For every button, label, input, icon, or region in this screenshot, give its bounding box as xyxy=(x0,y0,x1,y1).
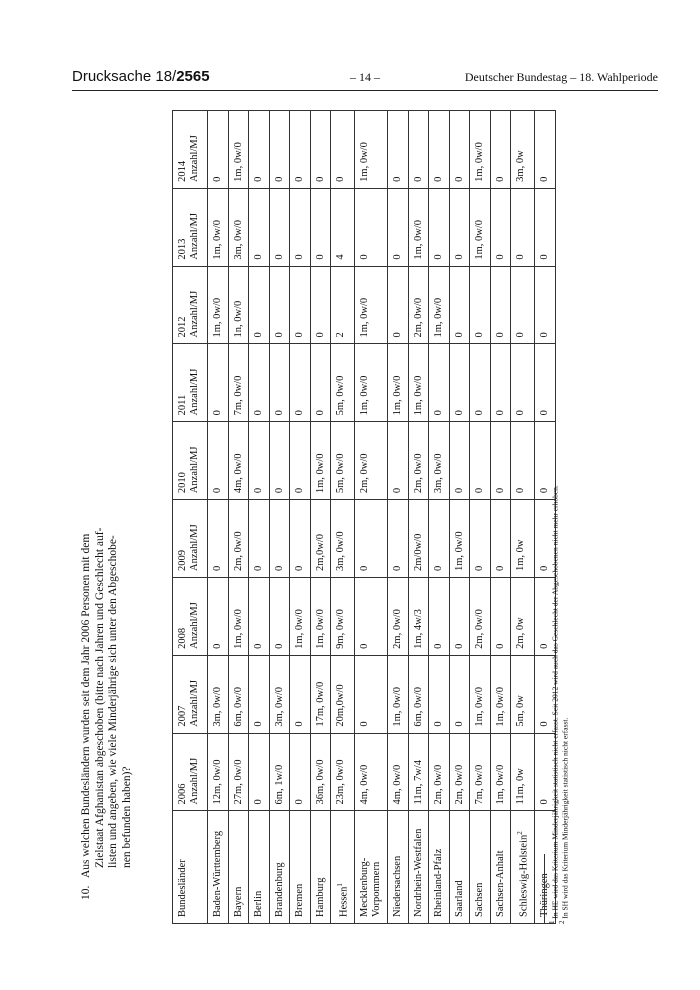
state-name-cell: Sachsen xyxy=(470,811,491,924)
value-cell: 2m, 0w xyxy=(511,577,535,655)
deportation-table xyxy=(172,110,556,924)
state-name-cell: Niedersachsen xyxy=(388,811,409,924)
value-cell: 5m, 0w xyxy=(511,655,535,733)
value-cell: 2m, 0w/0 xyxy=(429,733,450,811)
value-cell: 0 xyxy=(449,422,470,500)
value-cell: 0 xyxy=(249,655,270,733)
value-cell: 0 xyxy=(388,500,409,578)
value-cell: 6m, 1w/0 xyxy=(269,733,290,811)
value-cell: 0 xyxy=(290,422,311,500)
column-header: 2011 Anzahl/MJ xyxy=(173,344,208,422)
column-header: 2009 Anzahl/MJ xyxy=(173,500,208,578)
value-cell: 1m, 0w/0 xyxy=(310,577,331,655)
header-rule xyxy=(72,90,658,91)
value-cell: 0 xyxy=(535,655,556,733)
column-header: 2007 Anzahl/MJ xyxy=(173,655,208,733)
value-cell: 1m, 0w/0 xyxy=(490,655,511,733)
value-cell: 0 xyxy=(269,188,290,266)
value-cell: 0 xyxy=(470,344,491,422)
value-cell: 0 xyxy=(310,188,331,266)
value-cell: 0 xyxy=(429,577,450,655)
state-name-cell: Hessen$^1$ xyxy=(331,811,355,924)
value-cell: 0 xyxy=(470,266,491,344)
value-cell: 36m, 0w/0 xyxy=(310,733,331,811)
value-cell: 0 xyxy=(449,266,470,344)
table-row xyxy=(228,111,249,924)
value-cell: 0 xyxy=(388,422,409,500)
value-cell: 2m, 0w/0 xyxy=(470,577,491,655)
value-cell: 0 xyxy=(208,422,229,500)
value-cell: 0 xyxy=(355,500,388,578)
value-cell: 2m,0w/0 xyxy=(310,500,331,578)
state-name-cell: Schleswig-Holstein$^2$ xyxy=(511,811,535,924)
value-cell: 0 xyxy=(249,500,270,578)
value-cell: 0 xyxy=(290,111,311,189)
question-number: 10. xyxy=(80,885,92,900)
value-cell: 1m, 0w/0 xyxy=(470,111,491,189)
state-name-cell: Rheinland-Pfalz xyxy=(429,811,450,924)
value-cell: 4m, 0w/0 xyxy=(388,733,409,811)
value-cell: 3m, 0w/0 xyxy=(429,422,450,500)
value-cell: 0 xyxy=(388,111,409,189)
value-cell: 0 xyxy=(208,344,229,422)
state-name-cell: Thüringen xyxy=(535,811,556,924)
value-cell: 0 xyxy=(449,577,470,655)
value-cell: 1m, 0w/0 xyxy=(208,266,229,344)
value-cell: 1m, 0w xyxy=(511,500,535,578)
value-cell: 0 xyxy=(535,188,556,266)
value-cell: 0 xyxy=(429,111,450,189)
state-name-cell: Mecklenburg-Vorpommern xyxy=(355,811,388,924)
value-cell: 3m, 0w/0 xyxy=(269,655,290,733)
value-cell: 0 xyxy=(249,111,270,189)
state-name-cell: Sachsen-Anhalt xyxy=(490,811,511,924)
value-cell: 0 xyxy=(429,500,450,578)
state-name-cell: Berlin xyxy=(249,811,270,924)
value-cell: 2m, 0w/0 xyxy=(228,500,249,578)
table-row xyxy=(331,111,355,924)
document-number: Drucksache 18/2565 xyxy=(72,68,210,85)
value-cell: 0 xyxy=(511,344,535,422)
state-name-cell: Nordrhein-Westfalen xyxy=(408,811,429,924)
table-row xyxy=(355,111,388,924)
value-cell: 2m, 0w/0 xyxy=(388,577,409,655)
value-cell: 0 xyxy=(388,188,409,266)
question-text xyxy=(80,448,134,900)
value-cell: 1m, 0w/0 xyxy=(388,344,409,422)
table-row xyxy=(269,111,290,924)
value-cell: 0 xyxy=(208,577,229,655)
value-cell: 11m, 0w xyxy=(511,733,535,811)
value-cell: 0 xyxy=(249,344,270,422)
value-cell: 1m, 0w/0 xyxy=(310,422,331,500)
value-cell: 0 xyxy=(249,422,270,500)
table-row xyxy=(408,111,429,924)
value-cell: 0 xyxy=(355,577,388,655)
column-header: 2006 Anzahl/MJ xyxy=(173,733,208,811)
column-header: 2010 Anzahl/MJ xyxy=(173,422,208,500)
state-name-cell: Bremen xyxy=(290,811,311,924)
value-cell: 1m, 0w/0 xyxy=(490,733,511,811)
value-cell: 1m, 0w/0 xyxy=(429,266,450,344)
value-cell: 0 xyxy=(511,266,535,344)
value-cell: 4m, 0w/0 xyxy=(228,422,249,500)
value-cell: 0 xyxy=(535,111,556,189)
value-cell: 1n, 0w/0 xyxy=(228,266,249,344)
value-cell: 3m, 0w xyxy=(511,111,535,189)
value-cell: 7m, 0w/0 xyxy=(228,344,249,422)
value-cell: 0 xyxy=(331,111,355,189)
value-cell: 5m, 0w/0 xyxy=(331,422,355,500)
value-cell: 1m, 0w/0 xyxy=(355,111,388,189)
value-cell: 1m, 0w/0 xyxy=(408,188,429,266)
value-cell: 7m, 0w/0 xyxy=(470,733,491,811)
value-cell: 23m, 0w/0 xyxy=(331,733,355,811)
value-cell: 0 xyxy=(269,344,290,422)
value-cell: 2m, 0w/0 xyxy=(408,266,429,344)
table-header-row xyxy=(173,111,208,924)
value-cell: 3m, 0w/0 xyxy=(331,500,355,578)
value-cell: 0 xyxy=(490,422,511,500)
value-cell: 1m, 0w/0 xyxy=(208,188,229,266)
value-cell: 0 xyxy=(511,422,535,500)
state-name-cell: Bayern xyxy=(228,811,249,924)
value-cell: 0 xyxy=(290,655,311,733)
question-line: Aus welchen Bundesländern wurden seit dem Jahr 2006 Personen mit dem xyxy=(80,533,92,878)
footnote-1: $^1$ In HE wird das Kriterium Minderjährigkeit statistisch nicht erfasst. Seit 2012 wird auch das Geschlecht der Abgeschobenen nicht mehr erhoben. xyxy=(548,485,560,924)
value-cell: 0 xyxy=(429,655,450,733)
footnote-2: $^2$ In SH wird das Kriterium Minderjährigkeit statistisch nicht erfasst. xyxy=(558,717,570,924)
value-cell: 0 xyxy=(310,111,331,189)
value-cell: 0 xyxy=(208,500,229,578)
table-row xyxy=(490,111,511,924)
footnote-rule xyxy=(544,854,545,924)
value-cell: 0 xyxy=(490,266,511,344)
value-cell: 0 xyxy=(429,344,450,422)
value-cell: 0 xyxy=(269,577,290,655)
value-cell: 0 xyxy=(449,655,470,733)
value-cell: 0 xyxy=(249,733,270,811)
value-cell: 3m, 0w/0 xyxy=(208,655,229,733)
value-cell: 0 xyxy=(355,655,388,733)
value-cell: 0 xyxy=(535,344,556,422)
value-cell: 1m, 0w/0 xyxy=(449,500,470,578)
value-cell: 20m,0w/0 xyxy=(331,655,355,733)
value-cell: 0 xyxy=(470,422,491,500)
value-cell: 1m, 0w/0 xyxy=(228,577,249,655)
value-cell: 17m, 0w/0 xyxy=(310,655,331,733)
value-cell: 0 xyxy=(269,422,290,500)
question-line: Zielstaat Afghanistan abgeschoben (bitte nach Jahren und Geschlecht auf- xyxy=(93,527,106,868)
value-cell: 0 xyxy=(269,266,290,344)
value-cell: 4 xyxy=(331,188,355,266)
column-header: 2008 Anzahl/MJ xyxy=(173,577,208,655)
value-cell: 0 xyxy=(269,111,290,189)
value-cell: 0 xyxy=(388,266,409,344)
value-cell: 6m, 0w/0 xyxy=(408,655,429,733)
table-row xyxy=(208,111,229,924)
table-row xyxy=(290,111,311,924)
state-name-cell: Saarland xyxy=(449,811,470,924)
value-cell: 4m, 0w/0 xyxy=(355,733,388,811)
value-cell: 0 xyxy=(535,577,556,655)
value-cell: 0 xyxy=(511,188,535,266)
value-cell: 0 xyxy=(408,111,429,189)
value-cell: 2 xyxy=(331,266,355,344)
value-cell: 0 xyxy=(249,266,270,344)
table-row xyxy=(449,111,470,924)
value-cell: 0 xyxy=(290,266,311,344)
value-cell: 0 xyxy=(470,500,491,578)
question-line: nen befunden haben)? xyxy=(120,766,133,868)
value-cell: 11m, 7w/4 xyxy=(408,733,429,811)
value-cell: 1m, 0w/0 xyxy=(408,344,429,422)
value-cell: 0 xyxy=(535,266,556,344)
parliament-title: Deutscher Bundestag – 18. Wahlperiode xyxy=(464,70,658,84)
table-row xyxy=(310,111,331,924)
value-cell: 0 xyxy=(490,111,511,189)
value-cell: 0 xyxy=(208,111,229,189)
value-cell: 2m, 0w/0 xyxy=(449,733,470,811)
value-cell: 6m, 0w/0 xyxy=(228,655,249,733)
table-row xyxy=(249,111,270,924)
value-cell: 2m/0w/0 xyxy=(408,500,429,578)
value-cell: 0 xyxy=(449,111,470,189)
value-cell: 0 xyxy=(290,344,311,422)
value-cell: 2m, 0w/0 xyxy=(408,422,429,500)
table-row xyxy=(388,111,409,924)
value-cell: 0 xyxy=(535,500,556,578)
value-cell: 0 xyxy=(310,266,331,344)
value-cell: 1m, 0w/0 xyxy=(355,344,388,422)
value-cell: 0 xyxy=(355,188,388,266)
state-name-cell: Hamburg xyxy=(310,811,331,924)
value-cell: 1m, 0w/0 xyxy=(470,655,491,733)
column-header: Bundesländer xyxy=(173,811,208,924)
column-header: 2013 Anzahl/MJ xyxy=(173,188,208,266)
page-number: – 14 – xyxy=(350,70,380,84)
state-name-cell: Baden-Württemberg xyxy=(208,811,229,924)
value-cell: 0 xyxy=(490,344,511,422)
value-cell: 0 xyxy=(429,188,450,266)
value-cell: 0 xyxy=(290,733,311,811)
value-cell: 1m, 4w/3 xyxy=(408,577,429,655)
table-body xyxy=(208,111,556,924)
table-row xyxy=(511,111,535,924)
value-cell: 0 xyxy=(490,188,511,266)
rotated-content xyxy=(60,110,620,930)
value-cell: 0 xyxy=(290,188,311,266)
table-row xyxy=(429,111,450,924)
value-cell: 0 xyxy=(449,188,470,266)
value-cell: 1m, 0w/0 xyxy=(290,577,311,655)
value-cell: 0 xyxy=(290,500,311,578)
value-cell: 3m, 0w/0 xyxy=(228,188,249,266)
value-cell: 0 xyxy=(490,500,511,578)
page-header xyxy=(72,68,658,90)
value-cell: 2m, 0w/0 xyxy=(355,422,388,500)
value-cell: 0 xyxy=(249,577,270,655)
value-cell: 9m, 0w/0 xyxy=(331,577,355,655)
value-cell: 27m, 0w/0 xyxy=(228,733,249,811)
value-cell: 1m, 0w/0 xyxy=(355,266,388,344)
value-cell: 0 xyxy=(535,422,556,500)
question-line: listen und angeben, wie viele Minderjährige sich unter den Abgeschobe- xyxy=(107,535,119,868)
state-name-cell: Brandenburg xyxy=(269,811,290,924)
table-row xyxy=(470,111,491,924)
column-header: 2012 Anzahl/MJ xyxy=(173,266,208,344)
value-cell: 0 xyxy=(449,344,470,422)
value-cell: 0 xyxy=(490,577,511,655)
column-header: 2014 Anzahl/MJ xyxy=(173,111,208,189)
value-cell: 5m, 0w/0 xyxy=(331,344,355,422)
value-cell: 0 xyxy=(249,188,270,266)
value-cell: 1m, 0w/0 xyxy=(470,188,491,266)
value-cell: 1m, 0w/0 xyxy=(228,111,249,189)
value-cell: 0 xyxy=(269,500,290,578)
value-cell: 12m, 0w/0 xyxy=(208,733,229,811)
value-cell: 0 xyxy=(310,344,331,422)
value-cell: 1m, 0w/0 xyxy=(388,655,409,733)
value-cell: 0 xyxy=(535,733,556,811)
